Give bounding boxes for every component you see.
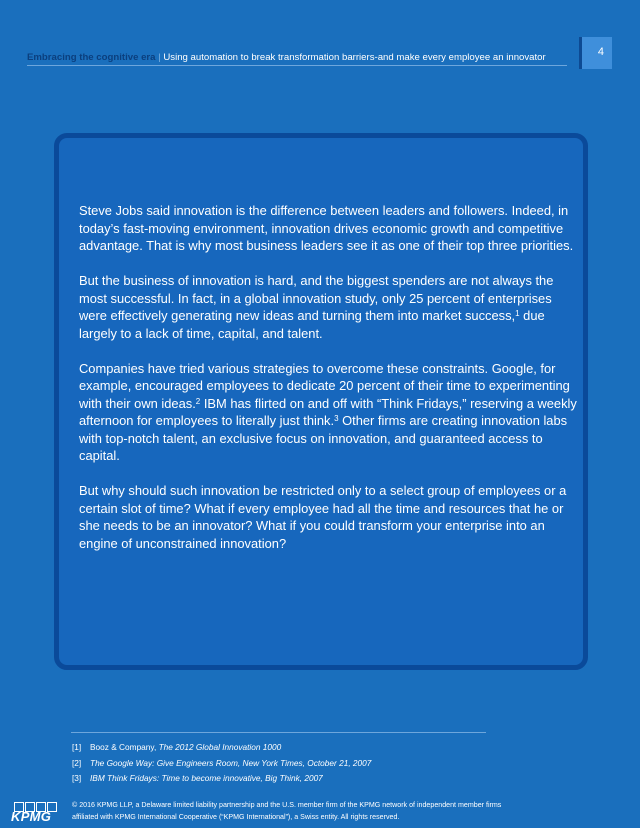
copyright-notice: © 2016 KPMG LLP, a Delaware limited liability partnership and the U.S. member firm of the KPMG network of independent member firms affiliated with KPMG International Cooperative (“KPMG International”), a Swiss entity. All rights reserved.	[72, 801, 502, 821]
page-number: 4	[597, 46, 604, 58]
footnote-ref-1: 1	[515, 309, 520, 318]
body-text	[79, 202, 579, 570]
paragraph-3: Companies have tried various strategies to overcome these constraints. Google, for example, encouraged employees to dedicate 20 percent of their time to experimenting with their own ideas.$^2$ IBM has flirted on and off with “Think Fridays,” reserving a weekly afternoon for employees to literally just think.$^3$ Other firms are creating innovation labs with top-notch talent, an exclusive focus on innovation, and guaranteed access to capital.	[79, 360, 577, 463]
footnote-3: [3] IBM Think Fridays: Time to become innovative, Big Think, 2007	[72, 773, 323, 783]
running-header	[27, 52, 567, 63]
footnote-ref-2: 2	[195, 396, 201, 406]
kpmg-logo	[8, 799, 64, 825]
header-separator: |	[158, 52, 161, 63]
page-number-tab	[579, 37, 612, 69]
header-rule	[27, 65, 567, 66]
footnote-rule	[71, 732, 486, 733]
document-subtitle: Using automation to break transformation barriers-and make every employee an innovator	[163, 52, 546, 63]
footnote-1: [1] Booz & Company, The 2012 Global Innovation 1000	[72, 742, 282, 752]
paragraph-1: Steve Jobs said innovation is the difference between leaders and followers. Indeed, in today’s fast-moving environment, innovation drives economic growth and competitive advantage. That is why most business leaders see it as one of their top three priorities.	[79, 203, 574, 253]
footnote-2: [2] The Google Way: Give Engineers Room, New York Times, October 21, 2007	[72, 757, 372, 768]
section-title: Embracing the cognitive era	[27, 52, 156, 63]
paragraph-4: But why should such innovation be restricted only to a select group of employees or a certain slot of time? What if every employee had all the time and resources that he or she needs to be an innovator? What if you could transform your enterprise into an engine of unconstrained innovation?	[79, 483, 567, 551]
footnote-ref-3: 3	[334, 414, 339, 423]
paragraph-2: But the business of innovation is hard, and the biggest spenders are not always the most successful. In fact, in a global innovation study, only 25 percent of enterprises were effectively generating new ideas and turning them into market success,$^1$ due largely to a lack of time, capital, and talent.	[79, 273, 554, 341]
logo-wordmark: KPMG	[11, 809, 52, 824]
page-tab-accent	[579, 37, 582, 69]
footnotes	[72, 740, 552, 787]
